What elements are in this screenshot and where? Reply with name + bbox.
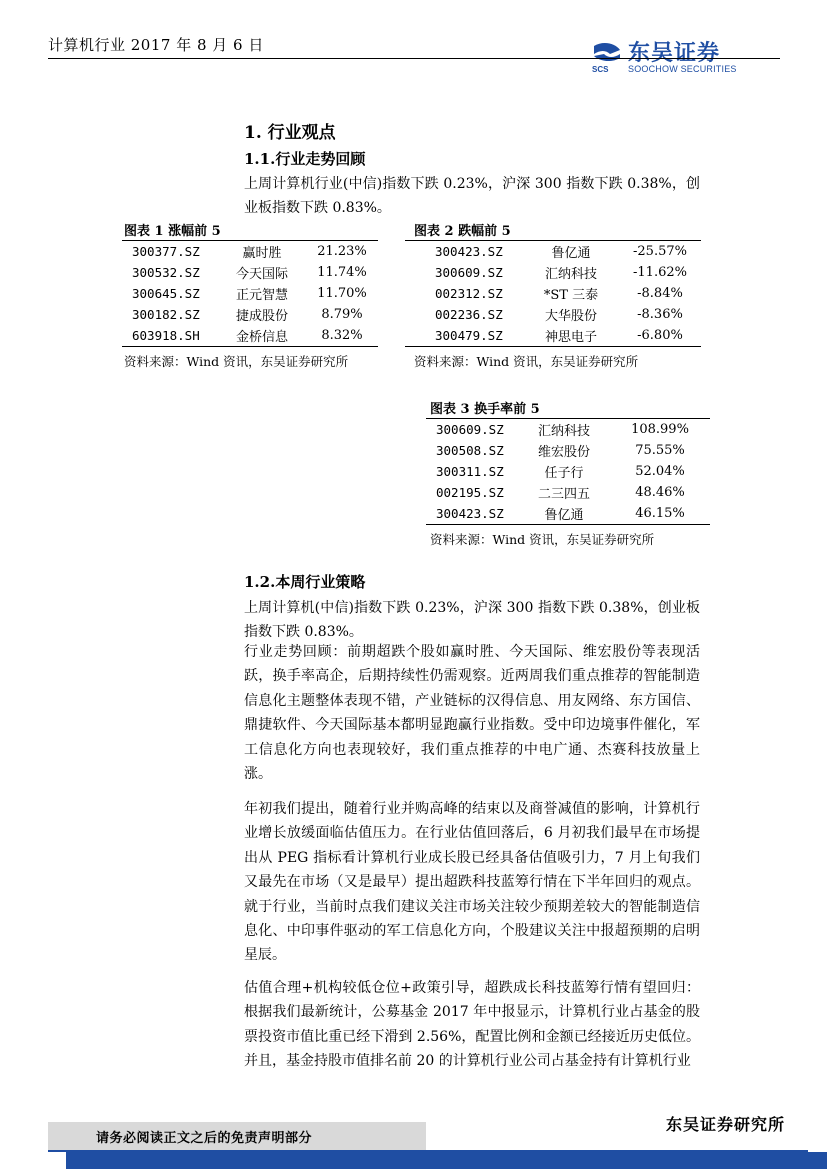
table-cell: 正元智慧 (235, 288, 288, 303)
table-row (122, 283, 378, 304)
table-cell: 300508.SZ (436, 443, 504, 458)
table-cell: *ST 三泰 (543, 288, 599, 303)
paragraph: 行业走势回顾：前期超跌个股如赢时胜、今天国际、维宏股份等表现活跃，换手率高企，后期持续性仍需观察。近两周我们重点推荐的智能制造信息化主题整体表现不错，产业链标的汉得信息、用友网络、东方国信、鼎捷软件、今天国际基本都明显跑赢行业指数。受中印边境事件催化，军工信息化方向也表现较好，我们重点推荐的中电广通、杰赛科技放量上涨。 (244, 644, 700, 783)
table-cell: 300532.SZ (132, 265, 200, 280)
table-row (426, 503, 710, 525)
table-cell: 维宏股份 (537, 445, 590, 460)
table-cell: 002236.SZ (435, 307, 503, 322)
table-source: 资料来源：Wind 资讯，东吴证券研究所 (430, 532, 655, 547)
table-cell: 46.15% (610, 503, 710, 525)
table-cell: -25.57% (619, 241, 701, 263)
paragraph: 年初我们提出，随着行业并购高峰的结束以及商誉减值的影响，计算机行业增长放缓面临估值压力。在行业估值回落后，6 月初我们最早在市场提出从 PEG 指标看计算机行业成长股已经具备估值吸引力，7 月上旬我们又最先在市场（又是最早）提出超跌科技蓝筹行情在下半年回归的观点。就于行业，当前时点我们建议关注市场关注较少预期差较大的智能制造信息化、中印事件驱动的军工信息化方向，个股建议关注中报超预期的启明星辰。 (244, 801, 700, 964)
table-row (122, 262, 378, 283)
table-cell: 任子行 (544, 466, 584, 481)
header-rule (48, 58, 780, 59)
table-cell: 二三四五 (537, 487, 590, 502)
logo-mark-text: SCS (592, 65, 609, 74)
table-cell: 鲁亿通 (523, 241, 619, 263)
data-table (426, 418, 710, 525)
table-cell: 603918.SH (122, 325, 218, 347)
table-row (426, 461, 710, 482)
table-caption: 图表 1 涨幅前 5 (124, 224, 221, 239)
table-cell: 11.74% (317, 265, 367, 280)
table-cell: 52.04% (635, 464, 685, 479)
table-cell: 捷成股份 (235, 309, 288, 324)
table-cell: 300377.SZ (122, 241, 218, 263)
table-cell: 11.70% (317, 286, 367, 301)
subsection-title: 1.2.本周行业策略 (244, 573, 366, 591)
table-cell: 75.55% (635, 443, 685, 458)
section-title: 1. 行业观点 (244, 123, 336, 143)
paragraph: 上周计算机(中信)指数下跌 0.23%，沪深 300 指数下跌 0.38%，创业板指数下跌 0.83%。 (244, 600, 700, 641)
table-cell: -6.80% (619, 325, 701, 347)
table-cell: 今天国际 (235, 267, 288, 282)
footer-institute: 东吴证券研究所 (666, 1115, 786, 1134)
table-cell: -8.84% (637, 286, 683, 301)
logo-chinese-name: 东吴证券 (628, 41, 721, 66)
table-cell: 汇纳科技 (544, 267, 597, 282)
subsection-title: 1.1.行业走势回顾 (244, 150, 366, 168)
table-caption: 图表 2 跌幅前 5 (414, 224, 511, 239)
data-table (122, 240, 378, 347)
report-header-title: 计算机行业 2017 年 8 月 6 日 (48, 36, 264, 54)
table-cell: 21.23% (306, 241, 378, 263)
table-row (405, 262, 701, 283)
table-caption: 图表 3 换手率前 5 (430, 402, 540, 417)
table-cell: 8.32% (306, 325, 378, 347)
table-row (405, 325, 701, 347)
table-cell: 002195.SZ (436, 485, 504, 500)
table-row (122, 304, 378, 325)
table-cell: 大华股份 (544, 309, 597, 324)
table-row (122, 325, 378, 347)
table-source: 资料来源：Wind 资讯，东吴证券研究所 (124, 354, 349, 369)
table-cell: 300609.SZ (435, 265, 503, 280)
table-cell: 300609.SZ (426, 419, 518, 441)
footer-disclaimer: 请务必阅读正文之后的免责声明部分 (96, 1131, 313, 1146)
table-source: 资料来源：Wind 资讯，东吴证券研究所 (414, 354, 639, 369)
table-cell: 108.99% (610, 419, 710, 441)
table-cell: 汇纳科技 (518, 419, 610, 441)
table-cell: 300423.SZ (426, 503, 518, 525)
data-table (405, 240, 701, 347)
table-cell: 48.46% (635, 485, 685, 500)
table-row (426, 440, 710, 461)
table-cell: -8.36% (637, 307, 683, 322)
table-cell: 金桥信息 (218, 325, 306, 347)
table-cell: 300182.SZ (132, 307, 200, 322)
table-row (426, 482, 710, 503)
table-row (405, 241, 701, 263)
paragraph: 估值合理+机构较低仓位+政策引导，超跌成长科技蓝筹行情有望回归：根据我们最新统计，公募基金 2017 年中报显示，计算机行业占基金的股票投资市值比重已经下滑到 2.56%，配置比例和金额已经接近历史低位。并且，基金持股市值排名前 20 的计算机行业公司占基金持有计算机行业 (244, 980, 700, 1070)
table-cell: 300311.SZ (436, 464, 504, 479)
table-row (122, 241, 378, 263)
company-logo (590, 40, 760, 78)
paragraph: 上周计算机行业(中信)指数下跌 0.23%，沪深 300 指数下跌 0.38%，创业板指数下跌 0.83%。 (244, 176, 700, 217)
table-cell: -11.62% (633, 265, 687, 280)
table-cell: 300645.SZ (132, 286, 200, 301)
footer-bar (66, 1152, 827, 1169)
table-row (405, 304, 701, 325)
table-cell: 300423.SZ (405, 241, 523, 263)
logo-english-name: SOOCHOW SECURITIES (628, 64, 737, 74)
table-cell: 300479.SZ (405, 325, 523, 347)
table-cell: 鲁亿通 (518, 503, 610, 525)
table-cell: 赢时胜 (218, 241, 306, 263)
logo-mark-icon (590, 40, 624, 74)
table-cell: 002312.SZ (435, 286, 503, 301)
table-row (426, 419, 710, 441)
table-cell: 神思电子 (523, 325, 619, 347)
table-cell: 8.79% (321, 307, 363, 322)
table-row (405, 283, 701, 304)
